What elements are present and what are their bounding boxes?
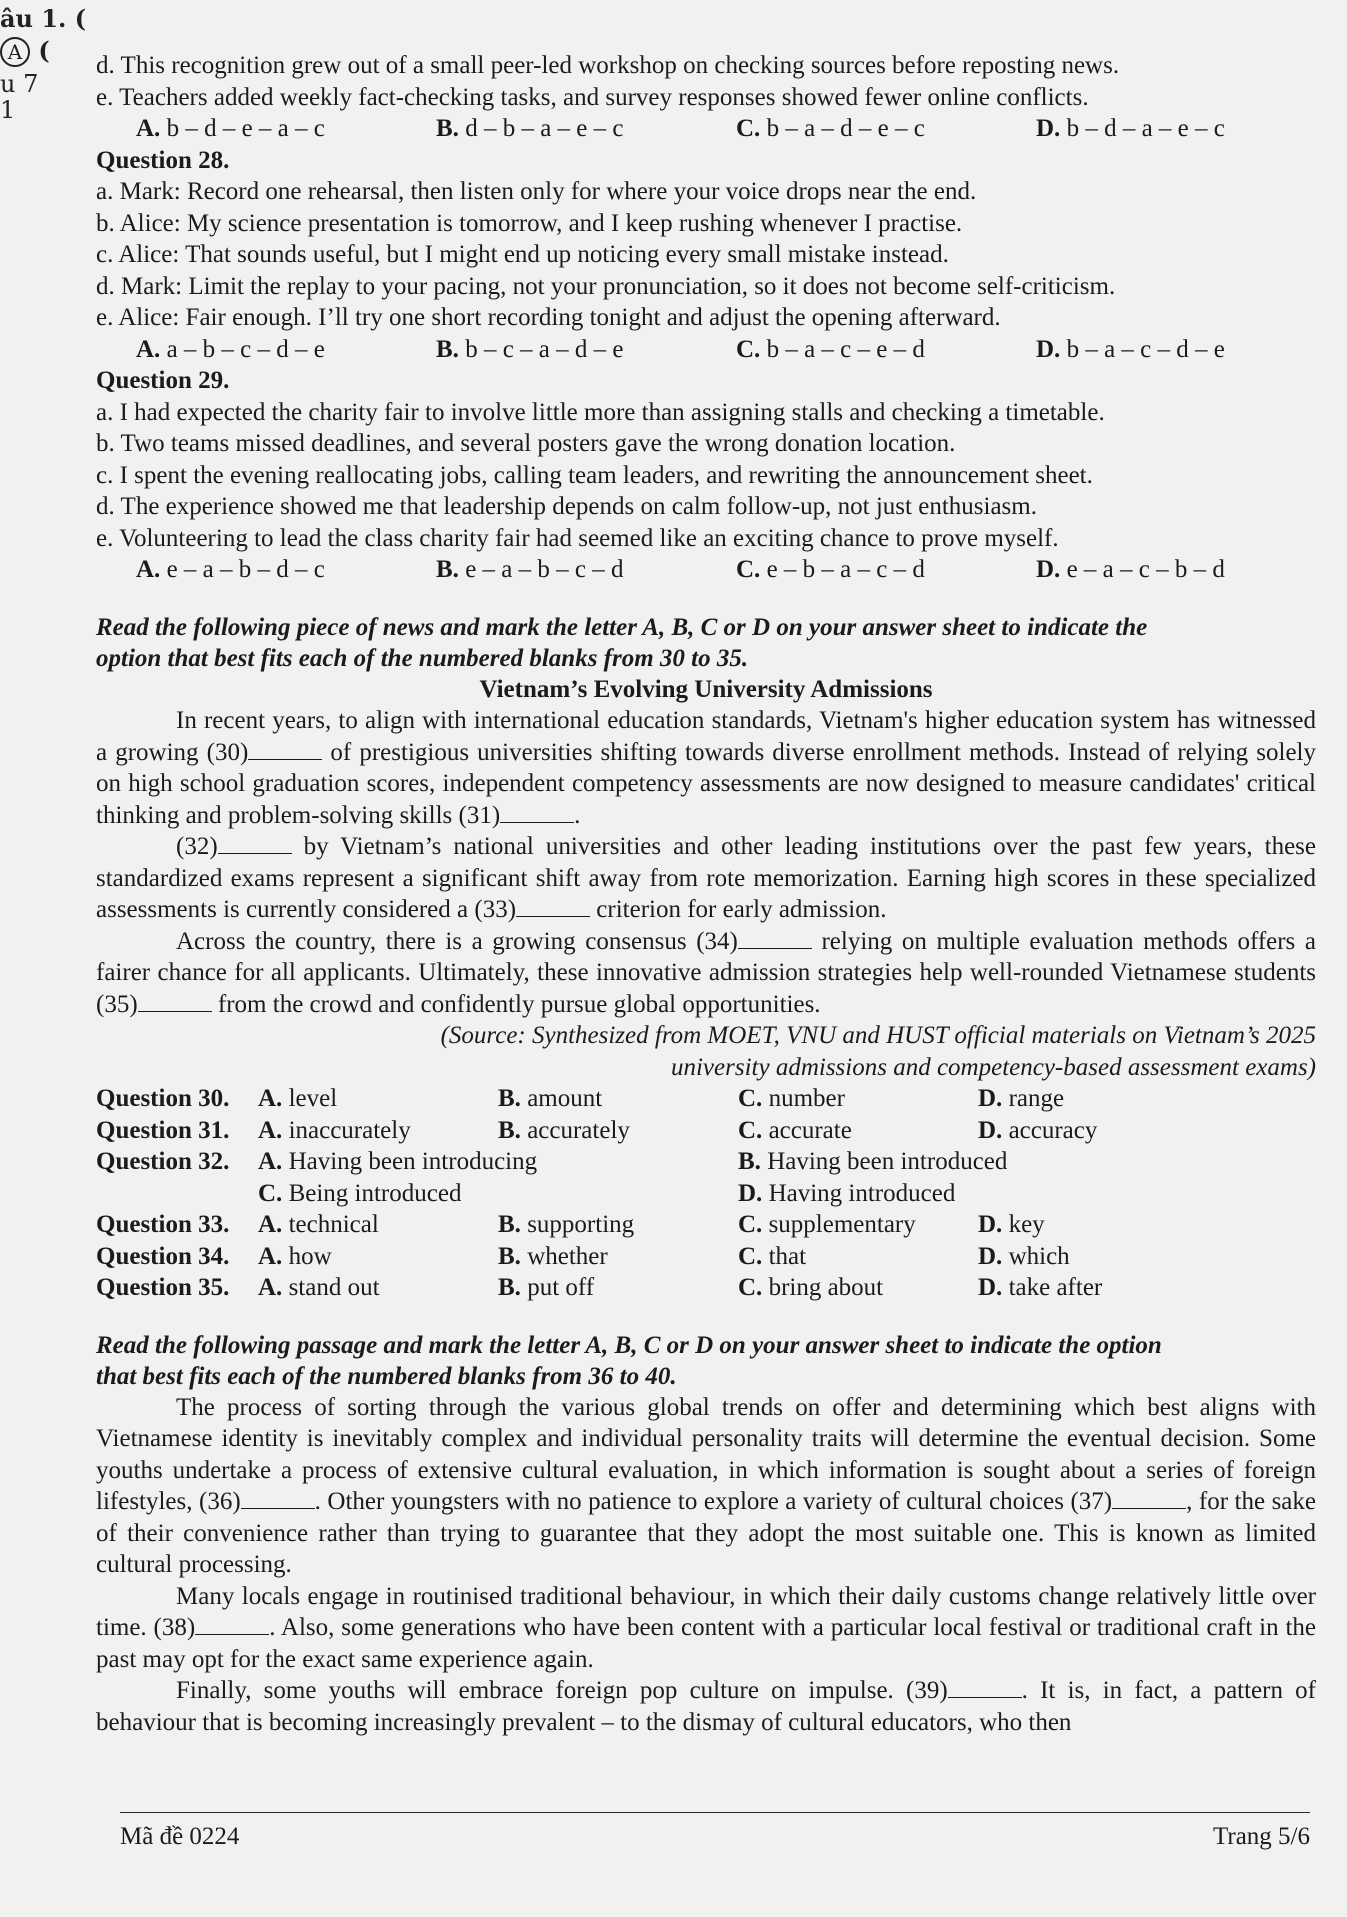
q29-line-b: b. Two teams missed deadlines, and several posters gave the wrong donation location. (96, 430, 956, 457)
blank-30 (248, 737, 322, 760)
page-footer (120, 1812, 1310, 1851)
q33-option-a[interactable]: A. technical (258, 1211, 379, 1238)
q34-option-c[interactable]: C. that (738, 1242, 807, 1270)
q27-line-e: e. Teachers added weekly fact-checking tasks, and survey responses showed fewer online conflicts. (96, 83, 1089, 111)
q33-option-b[interactable]: B. supporting (498, 1211, 635, 1238)
question-30-row (96, 1083, 1316, 1115)
blank-34 (738, 926, 812, 949)
question-35-row (96, 1272, 1316, 1304)
q27-option-b[interactable]: B. d – b – a – e – c (436, 115, 624, 142)
q29-option-a[interactable]: A. e – a – b – d – c (136, 556, 325, 583)
q28-options (96, 334, 1316, 366)
q27-option-c[interactable]: C. b – a – d – e – c (736, 115, 925, 142)
margin-fragment-3: u 7 (0, 70, 39, 98)
margin-paren: ( (38, 36, 50, 65)
q27-option-a[interactable]: A. b – d – e – a – c (136, 115, 325, 142)
section3-instruction (96, 1330, 1316, 1392)
section3-instruction-line2: that best fits each of the numbered blanks from 36 to 40. (96, 1362, 677, 1390)
question-32-row-2 (96, 1178, 1316, 1210)
question-33-label: Question 33. (96, 1211, 230, 1238)
news-paragraph-1: In recent years, to align with international education standards, Vietnam's higher education system has witnessed a growing (30) of prestigious universities shifting towards diverse enrollment methods. Instead of relying solely on high school graduation scores, independent competency assessments are now designed to measure candidates' critical thinking and problem-solving skills (31) . (96, 707, 1316, 829)
q28-option-d[interactable]: D. b – a – c – d – e (1036, 335, 1225, 363)
q35-option-c[interactable]: C. bring about (738, 1274, 884, 1301)
q34-option-d[interactable]: D. which (978, 1242, 1070, 1270)
question-31-label: Question 31. (96, 1116, 230, 1144)
q30-option-a[interactable]: A. level (258, 1085, 338, 1112)
passage-paragraph-3: Finally, some youths will embrace foreign pop culture on impulse. (39) . It is, in fact, a pattern of behaviour that is becoming increasingly prevalent – to the dismay of cultural educators, who then (96, 1677, 1317, 1736)
q35-option-d[interactable]: D. take after (978, 1274, 1103, 1301)
q29-option-c[interactable]: C. e – b – a – c – d (736, 556, 925, 583)
q30-option-b[interactable]: B. amount (498, 1085, 603, 1112)
question-35-label: Question 35. (96, 1274, 230, 1301)
q29-title: Question 29. (96, 367, 230, 394)
page-number: Trang 5/6 (1212, 1823, 1310, 1850)
q33-option-c[interactable]: C. supplementary (738, 1211, 916, 1238)
q32-option-b[interactable]: B. Having been introduced (738, 1148, 1008, 1175)
questions-30-35 (96, 1083, 1316, 1304)
q28-option-b[interactable]: B. b – c – a – d – e (436, 335, 624, 363)
news-title: Vietnam’s Evolving University Admissions (479, 675, 933, 703)
question-30-label: Question 30. (96, 1085, 230, 1112)
q31-option-a[interactable]: A. inaccurately (258, 1116, 411, 1144)
q31-option-b[interactable]: B. accurately (498, 1116, 630, 1144)
question-34-row (96, 1241, 1316, 1273)
q29-option-b[interactable]: B. e – a – b – c – d (436, 556, 624, 583)
question-32-label: Question 32. (96, 1148, 230, 1175)
q31-option-d[interactable]: D. accuracy (978, 1116, 1098, 1144)
q29-line-a: a. I had expected the charity fair to involve little more than assigning stalls and checking a timetable. (96, 398, 1105, 426)
blank-31 (500, 800, 574, 823)
q28-line-b: b. Alice: My science presentation is tomorrow, and I keep rushing whenever I practise. (96, 209, 963, 237)
exam-page (96, 50, 1316, 1738)
section2-instruction-line2: option that best fits each of the numbered blanks from 30 to 35. (96, 644, 749, 672)
q34-option-b[interactable]: B. whether (498, 1242, 608, 1270)
section2-instruction (96, 612, 1316, 674)
q29-line-d: d. The experience showed me that leadership depends on calm follow-up, not just enthusiasm. (96, 493, 1037, 520)
q27-option-d[interactable]: D. b – d – a – e – c (1036, 115, 1225, 142)
blank-39 (948, 1675, 1022, 1698)
passage-paragraph-1: The process of sorting through the various global trends on offer and determining which best aligns with Vietnamese identity is inevitably complex and individual personality traits will determine the eventual decision. Some youths undertake a process of extensive cultural evaluation, in which information is sought about a series of foreign lifestyles, (36) . Other youngsters with no patience to explore a variety of cultural choices (37) , for the sake of their convenience rather than trying to guarantee that they adopt the most suitable one. This is known as limited cultural processing. (96, 1393, 1316, 1578)
circled-letter: A (0, 37, 30, 67)
q29-line-e: e. Volunteering to lead the class charity fair had seemed like an exciting chance to prove myself. (96, 524, 1059, 552)
q29-options (96, 554, 1316, 586)
q28-option-c[interactable]: C. b – a – c – e – d (736, 335, 925, 363)
q35-option-a[interactable]: A. stand out (258, 1274, 380, 1301)
blank-33 (516, 894, 590, 917)
section3-instruction-line1: Read the following passage and mark the letter A, B, C or D on your answer sheet to indicate the option (96, 1331, 1162, 1359)
q32-option-a[interactable]: A. Having been introducing (258, 1148, 538, 1175)
question-34-label: Question 34. (96, 1242, 230, 1270)
q33-option-d[interactable]: D. key (978, 1211, 1045, 1238)
q29-option-d[interactable]: D. e – a – c – b – d (1036, 556, 1225, 583)
news-paragraph-3: Across the country, there is a growing consensus (34) relying on multiple evaluation methods offers a fairer chance for all applicants. Ultimately, these innovative admission strategies help well-rounded Vietnamese students (35) from the crowd and confidently pursue global opportunities. (96, 927, 1316, 1018)
news-source (96, 1020, 1316, 1083)
margin-circled-answer (0, 36, 50, 67)
q28-line-c: c. Alice: That sounds useful, but I might end up noticing every small mistake instead. (96, 241, 949, 268)
q30-option-d[interactable]: D. range (978, 1085, 1065, 1112)
q30-option-c[interactable]: C. number (738, 1085, 845, 1112)
news-paragraph-2: (32) by Vietnam’s national universities and other leading institutions over the past few years, these standardized exams represent a significant shift away from rote memorization. Earning high scores in these specialized assessments is currently considered a (33) criterion for early admission. (96, 833, 1316, 923)
section2-instruction-line1: Read the following piece of news and mark the letter A, B, C or D on your answer sheet to indicate the (96, 613, 1148, 641)
blank-36 (241, 1486, 315, 1509)
q32-option-c[interactable]: C. Being introduced (258, 1179, 462, 1207)
question-33-row (96, 1209, 1316, 1241)
q29-line-c: c. I spent the evening reallocating jobs, calling team leaders, and rewriting the announcement sheet. (96, 461, 1093, 489)
q28-line-e: e. Alice: Fair enough. I’ll try one short recording tonight and adjust the opening afterward. (96, 304, 1001, 331)
q28-title: Question 28. (96, 146, 230, 174)
blank-32 (218, 831, 292, 854)
blank-35 (138, 989, 212, 1012)
news-source-line1: (Source: Synthesized from MOET, VNU and HUST official materials on Vietnam’s 2025 (440, 1022, 1316, 1049)
blank-38 (195, 1612, 269, 1635)
question-31-row (96, 1115, 1316, 1147)
news-source-line2: university admissions and competency-based assessment exams) (670, 1053, 1316, 1081)
passage-paragraph-2: Many locals engage in routinised traditional behaviour, in which their daily customs change relatively little over time. (38) . Also, some generations who have been content with a particular local festival or traditional craft in the past may opt for the exact same experience again. (96, 1582, 1316, 1673)
q28-line-a: a. Mark: Record one rehearsal, then listen only for where your voice drops near the end. (96, 178, 977, 205)
q28-line-d: d. Mark: Limit the replay to your pacing, not your pronunciation, so it does not become self-criticism. (96, 272, 1116, 300)
margin-question-fragment: âu 1. ( (0, 4, 87, 33)
q35-option-b[interactable]: B. put off (498, 1274, 595, 1301)
blank-37 (1112, 1486, 1186, 1509)
q31-option-c[interactable]: C. accurate (738, 1116, 852, 1144)
q27-line-d: d. This recognition grew out of a small peer-led workshop on checking sources before reposting news. (96, 52, 1120, 79)
exam-code: Mã đề 0224 (120, 1823, 240, 1850)
q27-options (96, 113, 1316, 145)
q34-option-a[interactable]: A. how (258, 1242, 332, 1270)
margin-fragment-4: 1 (0, 96, 16, 124)
q32-option-d[interactable]: D. Having introduced (738, 1179, 956, 1207)
q28-option-a[interactable]: A. a – b – c – d – e (136, 335, 325, 363)
question-32-row (96, 1146, 1316, 1178)
